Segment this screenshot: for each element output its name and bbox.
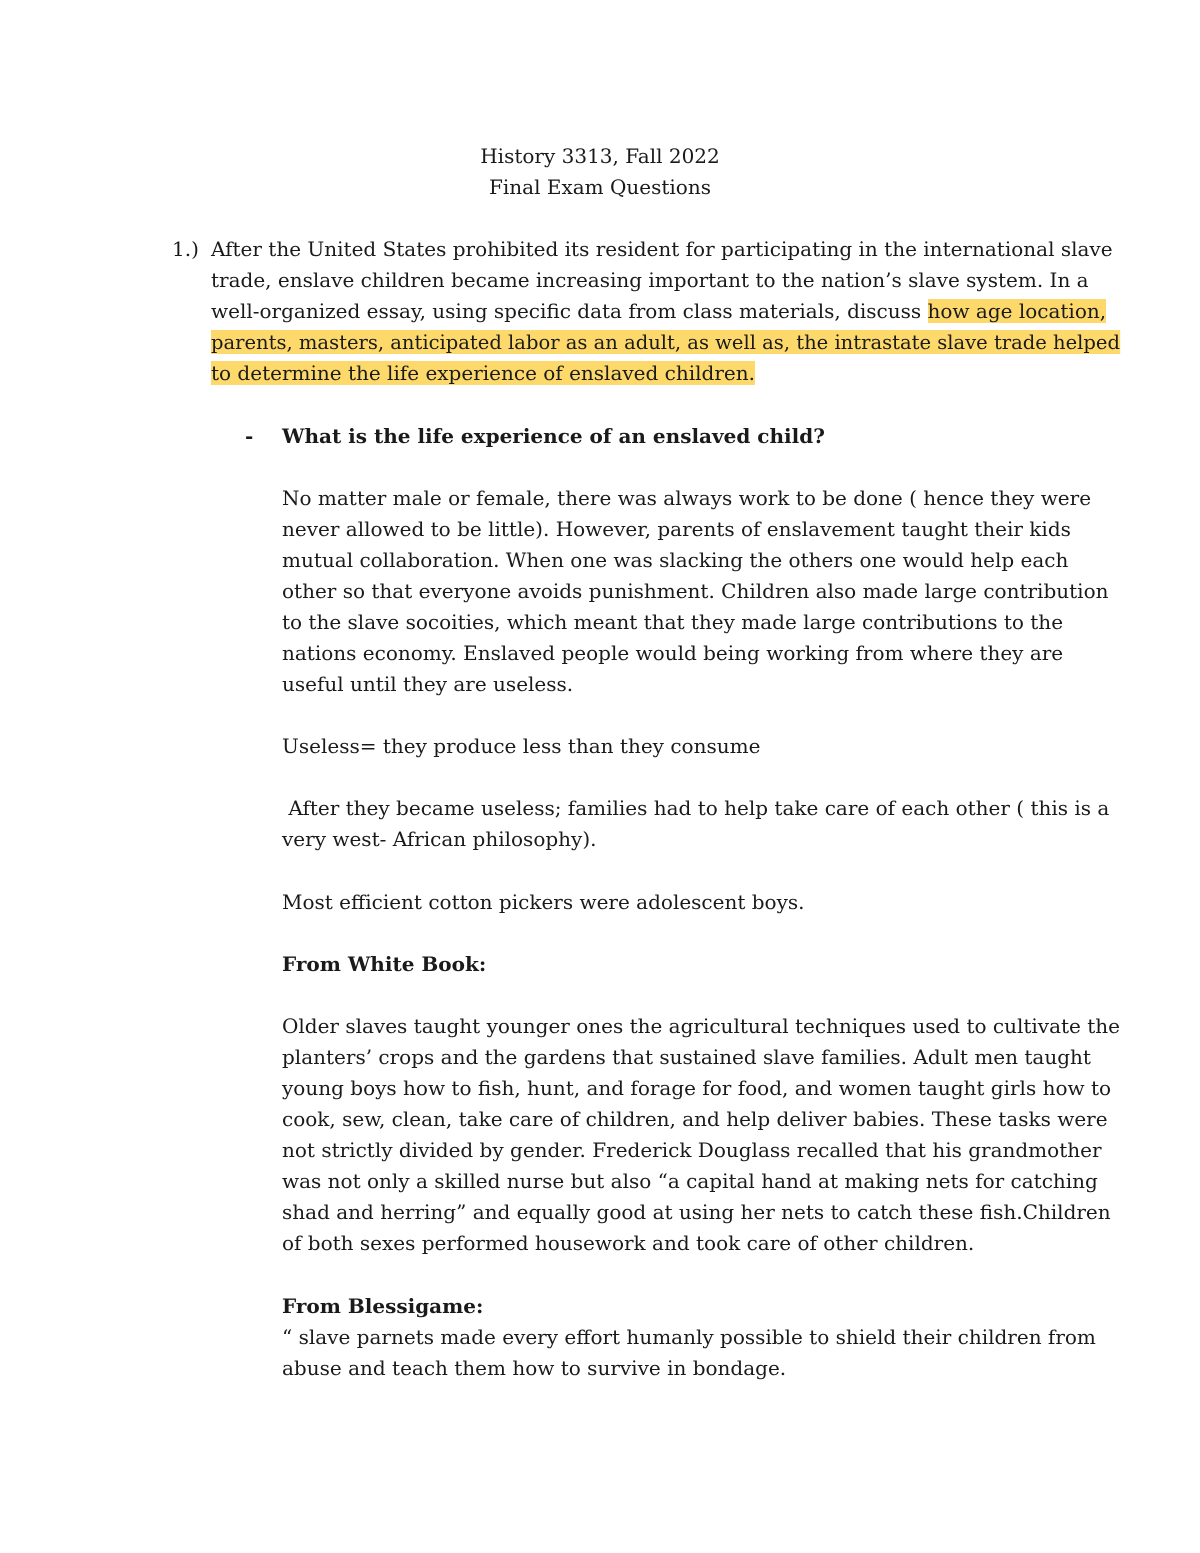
question-number: 1.) bbox=[172, 237, 199, 261]
paragraph-line: never allowed to be little). However, parents of enslavement taught their kids bbox=[282, 517, 1071, 541]
quote-line: not strictly divided by gender. Frederick Douglass recalled that his grandmother bbox=[282, 1138, 1102, 1162]
quote-line: planters’ crops and the gardens that sustained slave families. Adult men taught bbox=[282, 1045, 1091, 1069]
quote-line: was not only a skilled nurse but also “a capital hand at making nets for catching bbox=[282, 1169, 1098, 1193]
quote-line: of both sexes performed housework and took care of other children. bbox=[282, 1231, 975, 1255]
paragraph-line: nations economy. Enslaved people would being working from where they are bbox=[282, 641, 1064, 665]
definition-line: Useless= they produce less than they consume bbox=[282, 734, 761, 758]
quote-line: “ slave parnets made every effort humanly possible to shield their children from bbox=[282, 1325, 1096, 1349]
paragraph-line: No matter male or female, there was always work to be done ( hence they were bbox=[282, 486, 1092, 510]
quote-line: Older slaves taught younger ones the agricultural techniques used to cultivate the bbox=[282, 1014, 1120, 1038]
paragraph-line: mutual collaboration. When one was slacking the others one would help each bbox=[282, 548, 1069, 572]
paragraph-line: other so that everyone avoids punishment. Children also made large contribution bbox=[282, 579, 1109, 603]
bullet-marker: - bbox=[245, 424, 254, 448]
highlighted-text: parents, masters, anticipated labor as an adult, as well as, the intrastate slave trade helped bbox=[211, 330, 1120, 354]
question-line bbox=[211, 358, 755, 389]
paragraph-line: very west- African philosophy). bbox=[282, 827, 597, 851]
quote-line: abuse and teach them how to survive in bondage. bbox=[282, 1356, 787, 1380]
blessigame-heading: From Blessigame: bbox=[282, 1294, 484, 1318]
question-line bbox=[211, 296, 1106, 327]
paragraph-line: Most efficient cotton pickers were adolescent boys. bbox=[282, 890, 805, 914]
quote-line: young boys how to fish, hunt, and forage for food, and women taught girls how to bbox=[282, 1076, 1112, 1100]
white-book-heading: From White Book: bbox=[282, 952, 487, 976]
question-line: After the United States prohibited its resident for participating in the international slave bbox=[211, 237, 1113, 261]
highlighted-text: to determine the life experience of enslaved children. bbox=[211, 361, 755, 385]
paragraph-line: useful until they are useless. bbox=[282, 672, 574, 696]
exam-subtitle: Final Exam Questions bbox=[489, 175, 711, 199]
quote-line: shad and herring” and equally good at using her nets to catch these fish.Children bbox=[282, 1200, 1111, 1224]
question-line: trade, enslave children became increasing important to the nation’s slave system. In a bbox=[211, 268, 1089, 292]
paragraph-line: to the slave socoities, which meant that they made large contributions to the bbox=[282, 610, 1064, 634]
section-heading: What is the life experience of an enslaved child? bbox=[282, 424, 825, 448]
quote-line: cook, sew, clean, take care of children, and help deliver babies. These tasks were bbox=[282, 1107, 1108, 1131]
question-text: well-organized essay, using specific data from class materials, discuss bbox=[211, 299, 928, 323]
course-title: History 3313, Fall 2022 bbox=[480, 144, 720, 168]
question-line bbox=[211, 327, 1120, 358]
paragraph-line: After they became useless; families had to help take care of each other ( this is a bbox=[282, 796, 1110, 820]
highlighted-text: how age location, bbox=[927, 299, 1107, 323]
